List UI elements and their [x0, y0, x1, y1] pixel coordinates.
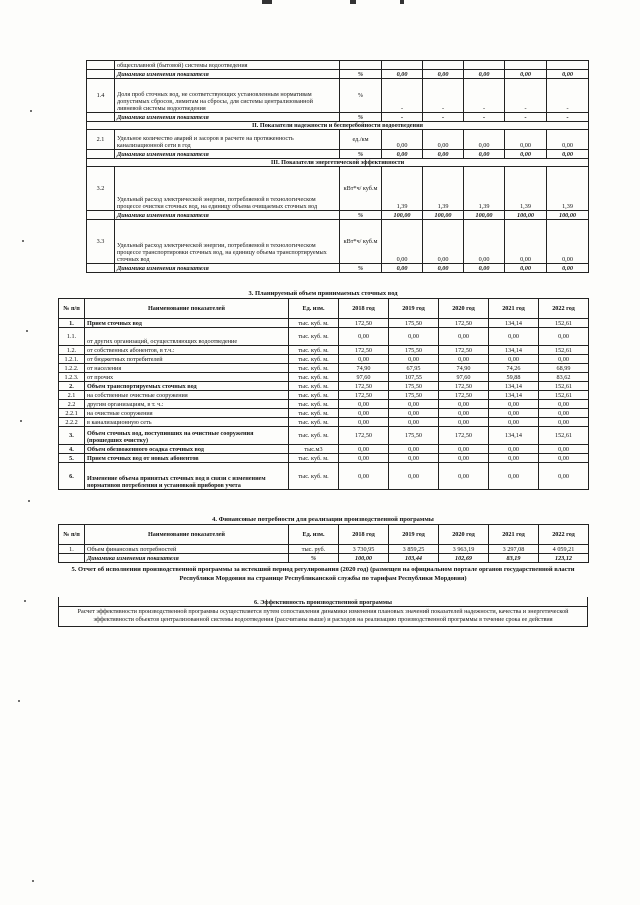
row-value: 74,26 — [489, 364, 539, 373]
row-number: 1. — [59, 545, 85, 554]
row-unit: тыс. куб. м. — [289, 418, 339, 427]
row-unit: % — [340, 264, 382, 273]
table-row — [59, 373, 589, 382]
row-number: 1.1. — [59, 328, 85, 346]
row-unit: % — [340, 211, 382, 220]
row-value: 134,14 — [489, 319, 539, 328]
row-unit: тыс. куб. м. — [289, 409, 339, 418]
row-number — [59, 554, 85, 563]
table-row — [59, 545, 589, 554]
row-unit: % — [340, 70, 382, 79]
row-value — [423, 61, 464, 70]
row-value: 0,00 — [423, 264, 464, 273]
row-value: 1,39 — [423, 167, 464, 211]
row-name: Доля проб сточных вод, не соответствующих установленным нормативам допустимых сбросов, лимитам на сбросы, для системы централизованной ливневой системы водоотведения — [115, 79, 340, 113]
row-value: 175,50 — [389, 319, 439, 328]
row-value: 0,00 — [339, 463, 389, 490]
scan-mark — [400, 0, 404, 4]
row-value: 0,00 — [547, 130, 589, 150]
table-row — [59, 427, 589, 445]
section-3-indicators-title — [87, 159, 589, 167]
col-header-num: № п/п — [59, 299, 85, 319]
col-header-year: 2018 год — [339, 299, 389, 319]
row-value: - — [382, 79, 423, 113]
row-unit: кВт*ч/ куб.м — [340, 167, 382, 211]
scan-mark — [350, 0, 356, 4]
scan-speck — [18, 700, 20, 702]
row-value: 175,50 — [389, 346, 439, 355]
row-name: Динамика изменения показателя — [115, 113, 340, 122]
row-value: 0,00 — [389, 400, 439, 409]
section-2-title — [87, 122, 589, 130]
row-value: 0,00 — [505, 150, 547, 159]
row-number: 1.2.3. — [59, 373, 85, 382]
row-value: 172,50 — [339, 382, 389, 391]
dynamics-row — [87, 211, 589, 220]
row-value: 172,50 — [439, 319, 489, 328]
table-row — [59, 364, 589, 373]
section-6-text: Расчет эффективности производственной программы осуществляется путем сопоставления динамики изменения плановых значений показателей надежности, качества и энергетической эффективности объектов централизованной системы водоотведения (рассчитаны выше) и расходов на реализацию производственной программы в течение срока ее действия — [59, 606, 588, 626]
table-row — [59, 400, 589, 409]
row-number: 3.2 — [87, 167, 115, 211]
row-value: 0,00 — [339, 355, 389, 364]
row-value: 0,00 — [489, 418, 539, 427]
col-header-year: 2022 год — [539, 299, 589, 319]
row-number: 4. — [59, 445, 85, 454]
row-unit: % — [340, 113, 382, 122]
row-value: 172,50 — [439, 391, 489, 400]
col-header-year: 2020 год — [439, 299, 489, 319]
row-unit: тыс. руб. — [289, 545, 339, 554]
table-row — [59, 445, 589, 454]
col-header-year: 2019 год — [389, 525, 439, 545]
table-row — [87, 220, 589, 264]
row-value: 0,00 — [547, 264, 589, 273]
table-row — [59, 355, 589, 364]
row-value: 152,61 — [539, 427, 589, 445]
row-value: 100,00 — [382, 211, 423, 220]
row-value: 59,88 — [489, 373, 539, 382]
table-row — [59, 409, 589, 418]
scan-speck — [22, 240, 24, 242]
row-value: 0,00 — [423, 70, 464, 79]
row-number: 5. — [59, 454, 85, 463]
row-name: Динамика изменения показателя — [115, 150, 340, 159]
row-value: 100,00 — [505, 211, 547, 220]
row-value: 100,00 — [547, 211, 589, 220]
row-value: 175,50 — [389, 391, 439, 400]
section-2-title-text: II. Показатели надежности и бесперебойности водоотведения — [87, 122, 589, 130]
row-value: 0,00 — [505, 70, 547, 79]
row-value: 83,19 — [489, 554, 539, 563]
row-value: 0,00 — [389, 409, 439, 418]
row-value: 1,39 — [464, 167, 505, 211]
row-value: 0,00 — [539, 418, 589, 427]
row-value: 83,62 — [539, 373, 589, 382]
row-value: - — [547, 113, 589, 122]
wastewater-volume-table — [58, 298, 589, 490]
table-row — [59, 391, 589, 400]
col-header-unit: Ед. изм. — [289, 299, 339, 319]
row-value: 0,00 — [489, 454, 539, 463]
row-value: 1,39 — [382, 167, 423, 211]
row-value: 0,00 — [339, 328, 389, 346]
row-name: Прием сточных вод — [85, 319, 289, 328]
row-value: 100,00 — [339, 554, 389, 563]
row-value: 0,00 — [339, 409, 389, 418]
row-unit: тыс. куб. м. — [289, 427, 339, 445]
table-header-row — [59, 299, 589, 319]
row-number: 2.2 — [59, 400, 85, 409]
row-value: 0,00 — [505, 220, 547, 264]
row-value: 0,00 — [439, 463, 489, 490]
row-number: 1.2.2. — [59, 364, 85, 373]
row-value: 3 730,95 — [339, 545, 389, 554]
row-value: 0,00 — [539, 355, 589, 364]
row-value: 0,00 — [439, 445, 489, 454]
row-value: 0,00 — [339, 454, 389, 463]
row-value: - — [423, 79, 464, 113]
row-value: 74,90 — [339, 364, 389, 373]
row-number — [87, 70, 115, 79]
dynamics-row — [87, 113, 589, 122]
row-value: 0,00 — [389, 454, 439, 463]
section-5-report: 5. Отчет об исполнении производственной программы за истекший период регулирования (2020 год) (размещен на официальном портале органов государственной власти Республики Мордовия на странице Республиканской службы по тарифам Республики Мордовия) — [71, 566, 575, 582]
row-value: 0,00 — [439, 400, 489, 409]
row-value: - — [505, 79, 547, 113]
col-header-name: Наименование показателей — [85, 299, 289, 319]
row-value: 175,50 — [389, 427, 439, 445]
row-value: 0,00 — [464, 70, 505, 79]
table-row — [59, 454, 589, 463]
row-value: 172,50 — [339, 319, 389, 328]
row-unit: тыс. куб. м. — [289, 346, 339, 355]
row-value: 0,00 — [539, 445, 589, 454]
col-header-year: 2022 год — [539, 525, 589, 545]
row-value: 0,00 — [389, 463, 439, 490]
row-value: 0,00 — [489, 355, 539, 364]
row-value: - — [423, 113, 464, 122]
row-number: 2. — [59, 382, 85, 391]
row-value: 0,00 — [382, 130, 423, 150]
scan-speck — [28, 500, 30, 502]
row-number: 2.2.1 — [59, 409, 85, 418]
row-value: 0,00 — [547, 220, 589, 264]
row-value — [382, 61, 423, 70]
dynamics-row — [87, 150, 589, 159]
row-value: 134,14 — [489, 382, 539, 391]
section-6-title-row — [59, 597, 588, 606]
row-value: 152,61 — [539, 346, 589, 355]
row-name: на собственные очистные сооружения — [85, 391, 289, 400]
row-value: 0,00 — [339, 445, 389, 454]
row-value: 0,00 — [423, 130, 464, 150]
efficiency-table — [58, 597, 588, 627]
row-value: - — [505, 113, 547, 122]
row-value: 0,00 — [464, 130, 505, 150]
table-row — [87, 79, 589, 113]
row-number — [87, 61, 115, 70]
row-value: 0,00 — [464, 150, 505, 159]
row-value — [464, 61, 505, 70]
row-name: на очистные сооружения — [85, 409, 289, 418]
row-unit: % — [340, 79, 382, 113]
scan-speck — [32, 880, 34, 882]
row-unit: % — [340, 150, 382, 159]
row-name: от других организаций, осуществляющих водоотведение — [85, 328, 289, 346]
row-value: 172,50 — [339, 346, 389, 355]
row-name: Динамика изменения показателя — [115, 211, 340, 220]
table-row — [59, 346, 589, 355]
scan-mark — [262, 0, 272, 4]
row-name: Удельный расход электрической энергии, потребляемой в технологическом процессе транспортировки сточных вод, на единицу объема транспортируемых сточных вод — [115, 220, 340, 264]
financial-needs-table — [58, 524, 589, 563]
row-number: 1.2.1. — [59, 355, 85, 364]
row-name: Прием сточных вод от новых абонентов — [85, 454, 289, 463]
section-3-title: 3. Планируемый объем принимаемых сточных вод — [248, 290, 398, 297]
col-header-year: 2021 год — [489, 525, 539, 545]
table-header-row — [59, 525, 589, 545]
row-value — [547, 61, 589, 70]
row-value: 3 963,19 — [439, 545, 489, 554]
row-name: от собственных абонентов, в т.ч.: — [85, 346, 289, 355]
row-value: 0,00 — [464, 264, 505, 273]
row-unit: тыс. куб. м. — [289, 463, 339, 490]
row-value: 74,90 — [439, 364, 489, 373]
row-unit: тыс. куб. м. — [289, 319, 339, 328]
row-name: от населения — [85, 364, 289, 373]
row-value: 1,39 — [547, 167, 589, 211]
row-number: 3. — [59, 427, 85, 445]
table-row — [59, 382, 589, 391]
row-value: 172,50 — [439, 427, 489, 445]
row-value: 67,95 — [389, 364, 439, 373]
row-unit: тыс. куб. м. — [289, 364, 339, 373]
row-value: 152,61 — [539, 382, 589, 391]
row-value: 0,00 — [489, 445, 539, 454]
row-value: 0,00 — [439, 454, 489, 463]
row-value: 0,00 — [539, 400, 589, 409]
row-value: - — [382, 113, 423, 122]
row-value: 0,00 — [382, 70, 423, 79]
row-number: 2.1 — [59, 391, 85, 400]
row-number — [87, 264, 115, 273]
row-number: 2.1 — [87, 130, 115, 150]
row-unit: % — [289, 554, 339, 563]
table-row — [59, 463, 589, 490]
row-value: 0,00 — [339, 418, 389, 427]
row-value: 0,00 — [389, 355, 439, 364]
row-unit: ед./км — [340, 130, 382, 150]
row-value: - — [464, 79, 505, 113]
row-value: 0,00 — [547, 150, 589, 159]
row-value: 0,00 — [489, 400, 539, 409]
section-6-text-row — [59, 606, 588, 626]
row-value: 1,39 — [505, 167, 547, 211]
row-value: 0,00 — [439, 409, 489, 418]
row-value: 0,00 — [489, 409, 539, 418]
row-name: Динамика изменения показателя — [85, 554, 289, 563]
row-value: 172,50 — [339, 427, 389, 445]
col-header-num: № п/п — [59, 525, 85, 545]
row-value: 172,50 — [339, 391, 389, 400]
row-value: 107,55 — [389, 373, 439, 382]
row-value: 103,44 — [389, 554, 439, 563]
table-row — [59, 328, 589, 346]
row-value: 0,00 — [389, 328, 439, 346]
row-name: Удельный расход электрической энергии, потребляемой в технологическом процессе очистки сточных вод, на единицу объема очищаемых сточных вод — [115, 167, 340, 211]
row-number — [87, 211, 115, 220]
row-value: 0,00 — [539, 409, 589, 418]
row-value: 0,00 — [547, 70, 589, 79]
row-unit: тыс. куб. м. — [289, 400, 339, 409]
table-row — [59, 418, 589, 427]
section-3-indicators-title-text: III. Показатели энергетической эффективности — [87, 159, 589, 167]
row-name: от прочих — [85, 373, 289, 382]
row-number: 6. — [59, 463, 85, 490]
row-name: общесплавной (бытовой) системы водоотведения — [115, 61, 340, 70]
row-value: 102,69 — [439, 554, 489, 563]
section-6-title: 6. Эффективность производственной программы — [59, 597, 588, 606]
col-header-unit: Ед. изм. — [289, 525, 339, 545]
col-header-name: Наименование показателей — [85, 525, 289, 545]
row-name: Объем обезвоженного осадка сточных вод — [85, 445, 289, 454]
table-row — [87, 130, 589, 150]
row-name: Изменение объема принятых сточных вод в связи с изменением нормативов потребления и установкой приборов учета — [85, 463, 289, 490]
col-header-year: 2020 год — [439, 525, 489, 545]
row-value: 0,00 — [489, 328, 539, 346]
row-value: 172,50 — [439, 382, 489, 391]
row-number — [87, 150, 115, 159]
row-value: 152,61 — [539, 391, 589, 400]
row-number: 1.4 — [87, 79, 115, 113]
row-value: - — [464, 113, 505, 122]
col-header-year: 2021 год — [489, 299, 539, 319]
row-number: 2.2.2 — [59, 418, 85, 427]
row-value: 134,14 — [489, 391, 539, 400]
row-name: Динамика изменения показателя — [115, 264, 340, 273]
row-value: 0,00 — [423, 150, 464, 159]
row-value: 152,61 — [539, 319, 589, 328]
dynamics-row — [59, 554, 589, 563]
row-value: 0,00 — [389, 418, 439, 427]
row-name: от бюджетных потребителей — [85, 355, 289, 364]
scan-speck — [26, 330, 28, 332]
row-name: в канализационную сеть — [85, 418, 289, 427]
section-4-title: 4. Финансовые потребности для реализации производственной программы — [212, 516, 434, 523]
row-name: Объем транспортируемых сточных вод — [85, 382, 289, 391]
row-value: 0,00 — [439, 418, 489, 427]
row-unit: тыс.м3 — [289, 445, 339, 454]
row-value: 100,00 — [423, 211, 464, 220]
row-value: 0,00 — [489, 463, 539, 490]
row-value: 0,00 — [382, 220, 423, 264]
row-value: 0,00 — [423, 220, 464, 264]
row-unit: тыс. куб. м. — [289, 328, 339, 346]
row-value: 0,00 — [382, 150, 423, 159]
row-unit: тыс. куб. м. — [289, 355, 339, 364]
row-value: - — [547, 79, 589, 113]
row-value: 0,00 — [439, 355, 489, 364]
scan-speck — [30, 110, 32, 112]
row-name: Объем сточных вод, поступивших на очистные сооружения (прошедших очистку) — [85, 427, 289, 445]
dynamics-row — [87, 264, 589, 273]
row-value: 0,00 — [389, 445, 439, 454]
row-value: 134,14 — [489, 346, 539, 355]
row-unit: тыс. куб. м. — [289, 373, 339, 382]
row-value: 68,99 — [539, 364, 589, 373]
row-number — [87, 113, 115, 122]
row-value: 3 297,08 — [489, 545, 539, 554]
table-row — [59, 319, 589, 328]
row-value: 175,50 — [389, 382, 439, 391]
row-value: 0,00 — [382, 264, 423, 273]
row-value: 0,00 — [505, 264, 547, 273]
row-value: 0,00 — [539, 454, 589, 463]
row-value: 0,00 — [539, 463, 589, 490]
scan-speck — [24, 600, 26, 602]
row-value: 3 859,25 — [389, 545, 439, 554]
row-name: Объем финансовых потребностей — [85, 545, 289, 554]
row-value: 134,14 — [489, 427, 539, 445]
row-value — [505, 61, 547, 70]
row-name: другим организациям, в т. ч.: — [85, 400, 289, 409]
row-value: 0,00 — [439, 328, 489, 346]
row-value: 0,00 — [464, 220, 505, 264]
row-unit: тыс. куб. м. — [289, 382, 339, 391]
dynamics-row — [87, 70, 589, 79]
col-header-year: 2019 год — [389, 299, 439, 319]
row-unit: тыс. куб. м. — [289, 391, 339, 400]
row-value: 123,12 — [539, 554, 589, 563]
row-value: 97,60 — [439, 373, 489, 382]
row-unit — [340, 61, 382, 70]
row-name: Удельное количество аварий и засоров в расчете на протяженность канализационной сети в год — [115, 130, 340, 150]
col-header-year: 2018 год — [339, 525, 389, 545]
row-value: 4 059,21 — [539, 545, 589, 554]
indicators-table — [86, 60, 589, 273]
row-value: 0,00 — [539, 328, 589, 346]
row-name: Динамика изменения показателя — [115, 70, 340, 79]
scan-speck — [20, 420, 22, 422]
row-value: 100,00 — [464, 211, 505, 220]
row-unit: кВт*ч/ куб.м — [340, 220, 382, 264]
row-value: 0,00 — [339, 400, 389, 409]
row-number: 3.3 — [87, 220, 115, 264]
row-value: 97,60 — [339, 373, 389, 382]
table-row — [87, 61, 589, 70]
row-value: 172,50 — [439, 346, 489, 355]
row-number: 1. — [59, 319, 85, 328]
row-number: 1.2. — [59, 346, 85, 355]
table-row — [87, 167, 589, 211]
row-unit: тыс. куб. м. — [289, 454, 339, 463]
row-value: 0,00 — [505, 130, 547, 150]
